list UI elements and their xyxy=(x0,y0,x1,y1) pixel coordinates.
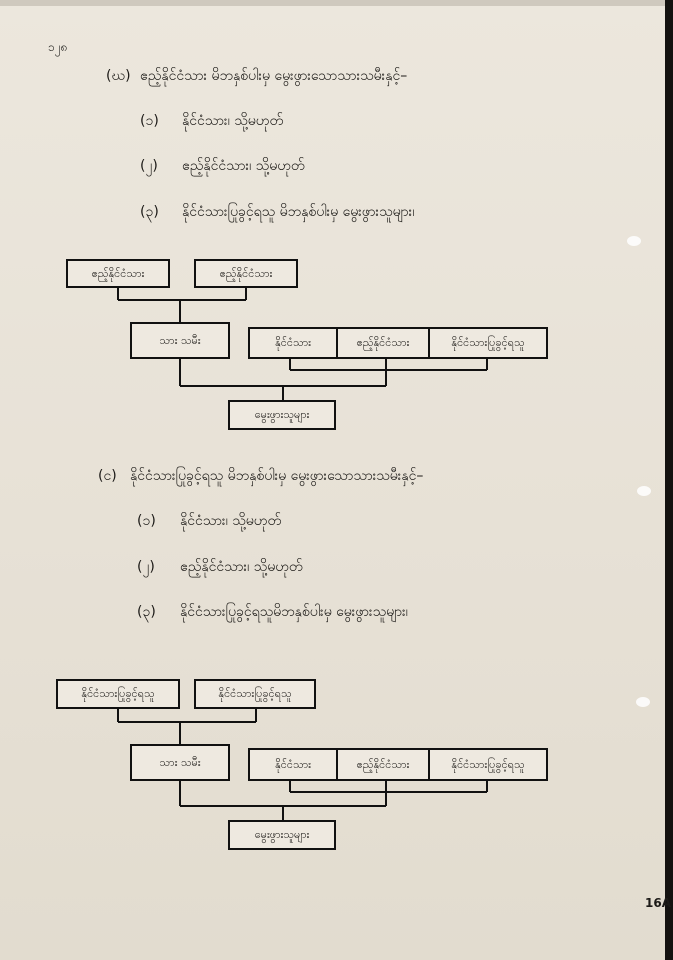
diagram1-spouse-naturalized-box: နိုင်ငံသားပြုခွင့်ရသူ xyxy=(428,327,548,359)
section-nga-item-1-text: နိုင်ငံသား၊ သို့မဟုတ် xyxy=(180,513,282,529)
section-nga-item-3-text: နိုင်ငံသားပြုခွင့်ရသူမိဘနှစ်ပါးမှ မွေးဖွားသူများ၊ xyxy=(180,604,408,620)
diagram1-parent-left-box: ဧည့်နိုင်ငံသား xyxy=(66,259,170,288)
diagram2-spouse-associate-box: ဧည့်နိုင်ငံသား xyxy=(336,748,430,781)
section-gha-marker: (ဃ) xyxy=(106,68,131,84)
section-nga-item-2-text: ဧည့်နိုင်ငံသား၊ သို့မဟုတ် xyxy=(180,559,303,575)
section-nga-item-3-number: (၃) xyxy=(137,604,156,620)
diagram2-parent-left-box: နိုင်ငံသားပြုခွင့်ရသူ xyxy=(56,679,180,709)
section-gha-item-1-number: (၁) xyxy=(140,113,159,129)
diagram2-spouse-naturalized-box: နိုင်ငံသားပြုခွင့်ရသူ xyxy=(428,748,548,781)
section-nga-item-2-number: (၂) xyxy=(137,559,155,575)
section-gha-item-3-text: နိုင်ငံသားပြုခွင့်ရသူ မိဘနှစ်ပါးမှ မွေးဖွားသူများ၊ xyxy=(182,204,415,220)
section-nga-heading: နိုင်ငံသားပြုခွင့်ရသူ မိဘနှစ်ပါးမှ မွေးဖွားသောသားသမီးနှင့်– xyxy=(130,468,424,484)
section-gha-item-3-number: (၃) xyxy=(140,204,159,220)
diagram1-parent-right-box: ဧည့်နိုင်ငံသား xyxy=(194,259,298,288)
diagram1-spouse-citizen-box: နိုင်ငံသား xyxy=(248,327,338,359)
page-number: ၁၂၈ xyxy=(48,40,68,54)
section-gha-item-1-text: နိုင်ငံသား၊ သို့မဟုတ် xyxy=(182,113,284,129)
diagram2-result-box: မွေးဖွားသူများ xyxy=(228,820,336,850)
section-gha-item-2-number: (၂) xyxy=(140,158,158,174)
diagram2-spouse-citizen-box: နိုင်ငံသား xyxy=(248,748,338,781)
diagram2-parent-right-box: နိုင်ငံသားပြုခွင့်ရသူ xyxy=(194,679,316,709)
section-gha-heading: ဧည့်နိုင်ငံသား မိဘနှစ်ပါးမှ မွေးဖွားသောသားသမီးနှင့်– xyxy=(140,68,408,84)
section-nga-marker: (င) xyxy=(98,468,117,484)
section-nga-item-1-number: (၁) xyxy=(137,513,156,529)
footer-code: 16A xyxy=(645,896,671,910)
section-gha-item-2-text: ဧည့်နိုင်ငံသား၊ သို့မဟုတ် xyxy=(182,158,305,174)
diagram1-child-box: သား သမီး xyxy=(130,322,230,359)
diagram1-spouse-associate-box: ဧည့်နိုင်ငံသား xyxy=(336,327,430,359)
diagram1-result-box: မွေးဖွားသူများ xyxy=(228,400,336,430)
diagram2-child-box: သား သမီး xyxy=(130,744,230,781)
